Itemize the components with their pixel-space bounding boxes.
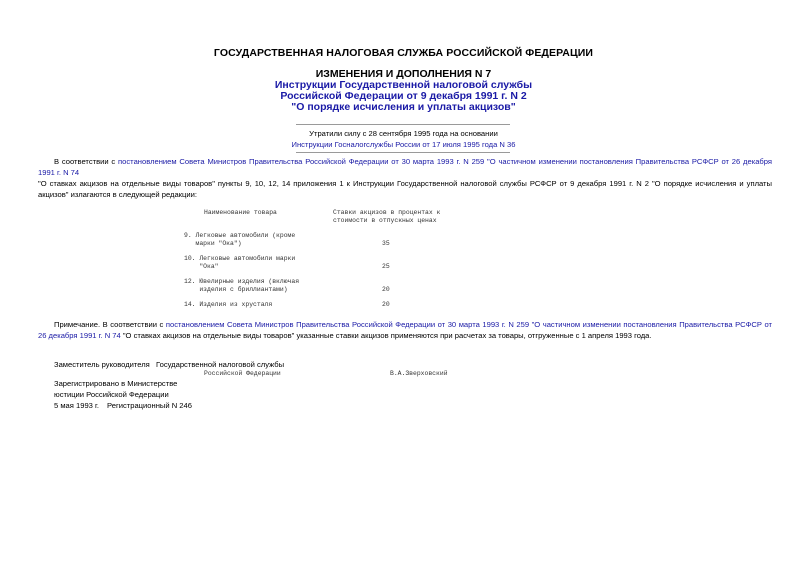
document-title: ИЗМЕНЕНИЯ И ДОПОЛНЕНИЯ N 7 (315, 68, 492, 80)
note-resolution-link[interactable]: постановлением Совета Министров Правительства Российской Федерации от 30 марта 1993 г. N 259 "О частичном изменении постановления Правительства РСФСР от 26 декабря 1991 г. N 74 (38, 320, 772, 340)
resolution-link[interactable]: постановлением Совета Министров Правительства Российской Федерации от 30 марта 1993 г. N 259 "О частичном изменении постановления Правительства РСФСР от 26 декабря 1991 г. N 74 (38, 157, 773, 177)
registration-line-1: Зарегистрировано в Министерстве (54, 379, 178, 388)
table-row-9-line2: марки "Ока") (184, 240, 242, 247)
subtitle-line-1[interactable]: Инструкции Государственной налоговой службы (274, 79, 533, 91)
status-divider-top (296, 124, 510, 125)
intro-text-b: "О ставках акцизов на отдельные виды товаров" пункты 9, 10, 12, 14 приложения 1 к Инструкции Государственной налоговой службы РСФСР от 9 декабря 1991 г. N 2 "О порядке исчисления и уплаты акцизов" излагаются в следующей редакции: (38, 179, 772, 199)
table-row-9-value: 35 (382, 240, 390, 247)
table-row-12-value: 20 (382, 286, 390, 293)
registration-line-2: юстиции Российской Федерации (54, 390, 169, 399)
table-row-14-line1: 14. Изделия из хрусталя (184, 301, 273, 308)
subtitle-line-2[interactable]: Российской Федерации от 9 декабря 1991 г. N 2 (280, 90, 527, 102)
table-col2-header-line1: Ставки акцизов в процентах к (333, 209, 441, 216)
table-row-12-line1: 12. Ювелирные изделия (включая (184, 278, 300, 285)
subtitle-line-3[interactable]: "О порядке исчисления и уплаты акцизов" (291, 101, 516, 113)
intro-paragraph (38, 156, 772, 200)
note-text-b: "О ставках акцизов на отдельные виды товаров" указанные ставки акцизов применяются при расчетах за товары, отгруженные с 1 апреля 1993 года. (120, 331, 652, 340)
table-row-10-line1: 10. Легковые автомобили марки (184, 255, 296, 262)
registration-date: 5 мая 1993 г. (54, 401, 99, 410)
table-row-10-value: 25 (382, 263, 390, 270)
table-col2-header-line2: стоимости в отпускных ценах (333, 217, 437, 224)
registration-number: Регистрационный N 246 (107, 401, 192, 410)
table-row-14-value: 20 (382, 301, 390, 308)
signatory-role: Заместитель руководителя (54, 360, 150, 369)
note-paragraph (38, 319, 772, 341)
table-row-10-line2: "Ока" (184, 263, 219, 270)
table-col1-header: Наименование товара (204, 209, 277, 216)
table-row-9-line1: 9. Легковые автомобили (кроме (184, 232, 296, 239)
table-row-12-line2: изделия с бриллиантами) (184, 286, 288, 293)
note-text-a: Примечание. В соответствии с (54, 320, 166, 329)
status-link-line (0, 140, 807, 149)
signatory-agency: Государственной налоговой службы (156, 360, 285, 369)
status-text: Утратили силу с 28 сентября 1995 года на основании (309, 129, 498, 138)
status-link[interactable]: Инструкции Госналогслужбы России от 17 июля 1995 года N 36 (291, 140, 516, 149)
agency-heading: ГОСУДАРСТВЕННАЯ НАЛОГОВАЯ СЛУЖБА РОССИЙСКОЙ ФЕДЕРАЦИИ (213, 47, 594, 59)
status-divider-bottom (296, 152, 510, 153)
intro-text-a: В соответствии с (54, 157, 119, 166)
signatory-name: В.А.Зверховский (390, 370, 448, 377)
signatory-country: Российской Федерации (204, 370, 281, 377)
